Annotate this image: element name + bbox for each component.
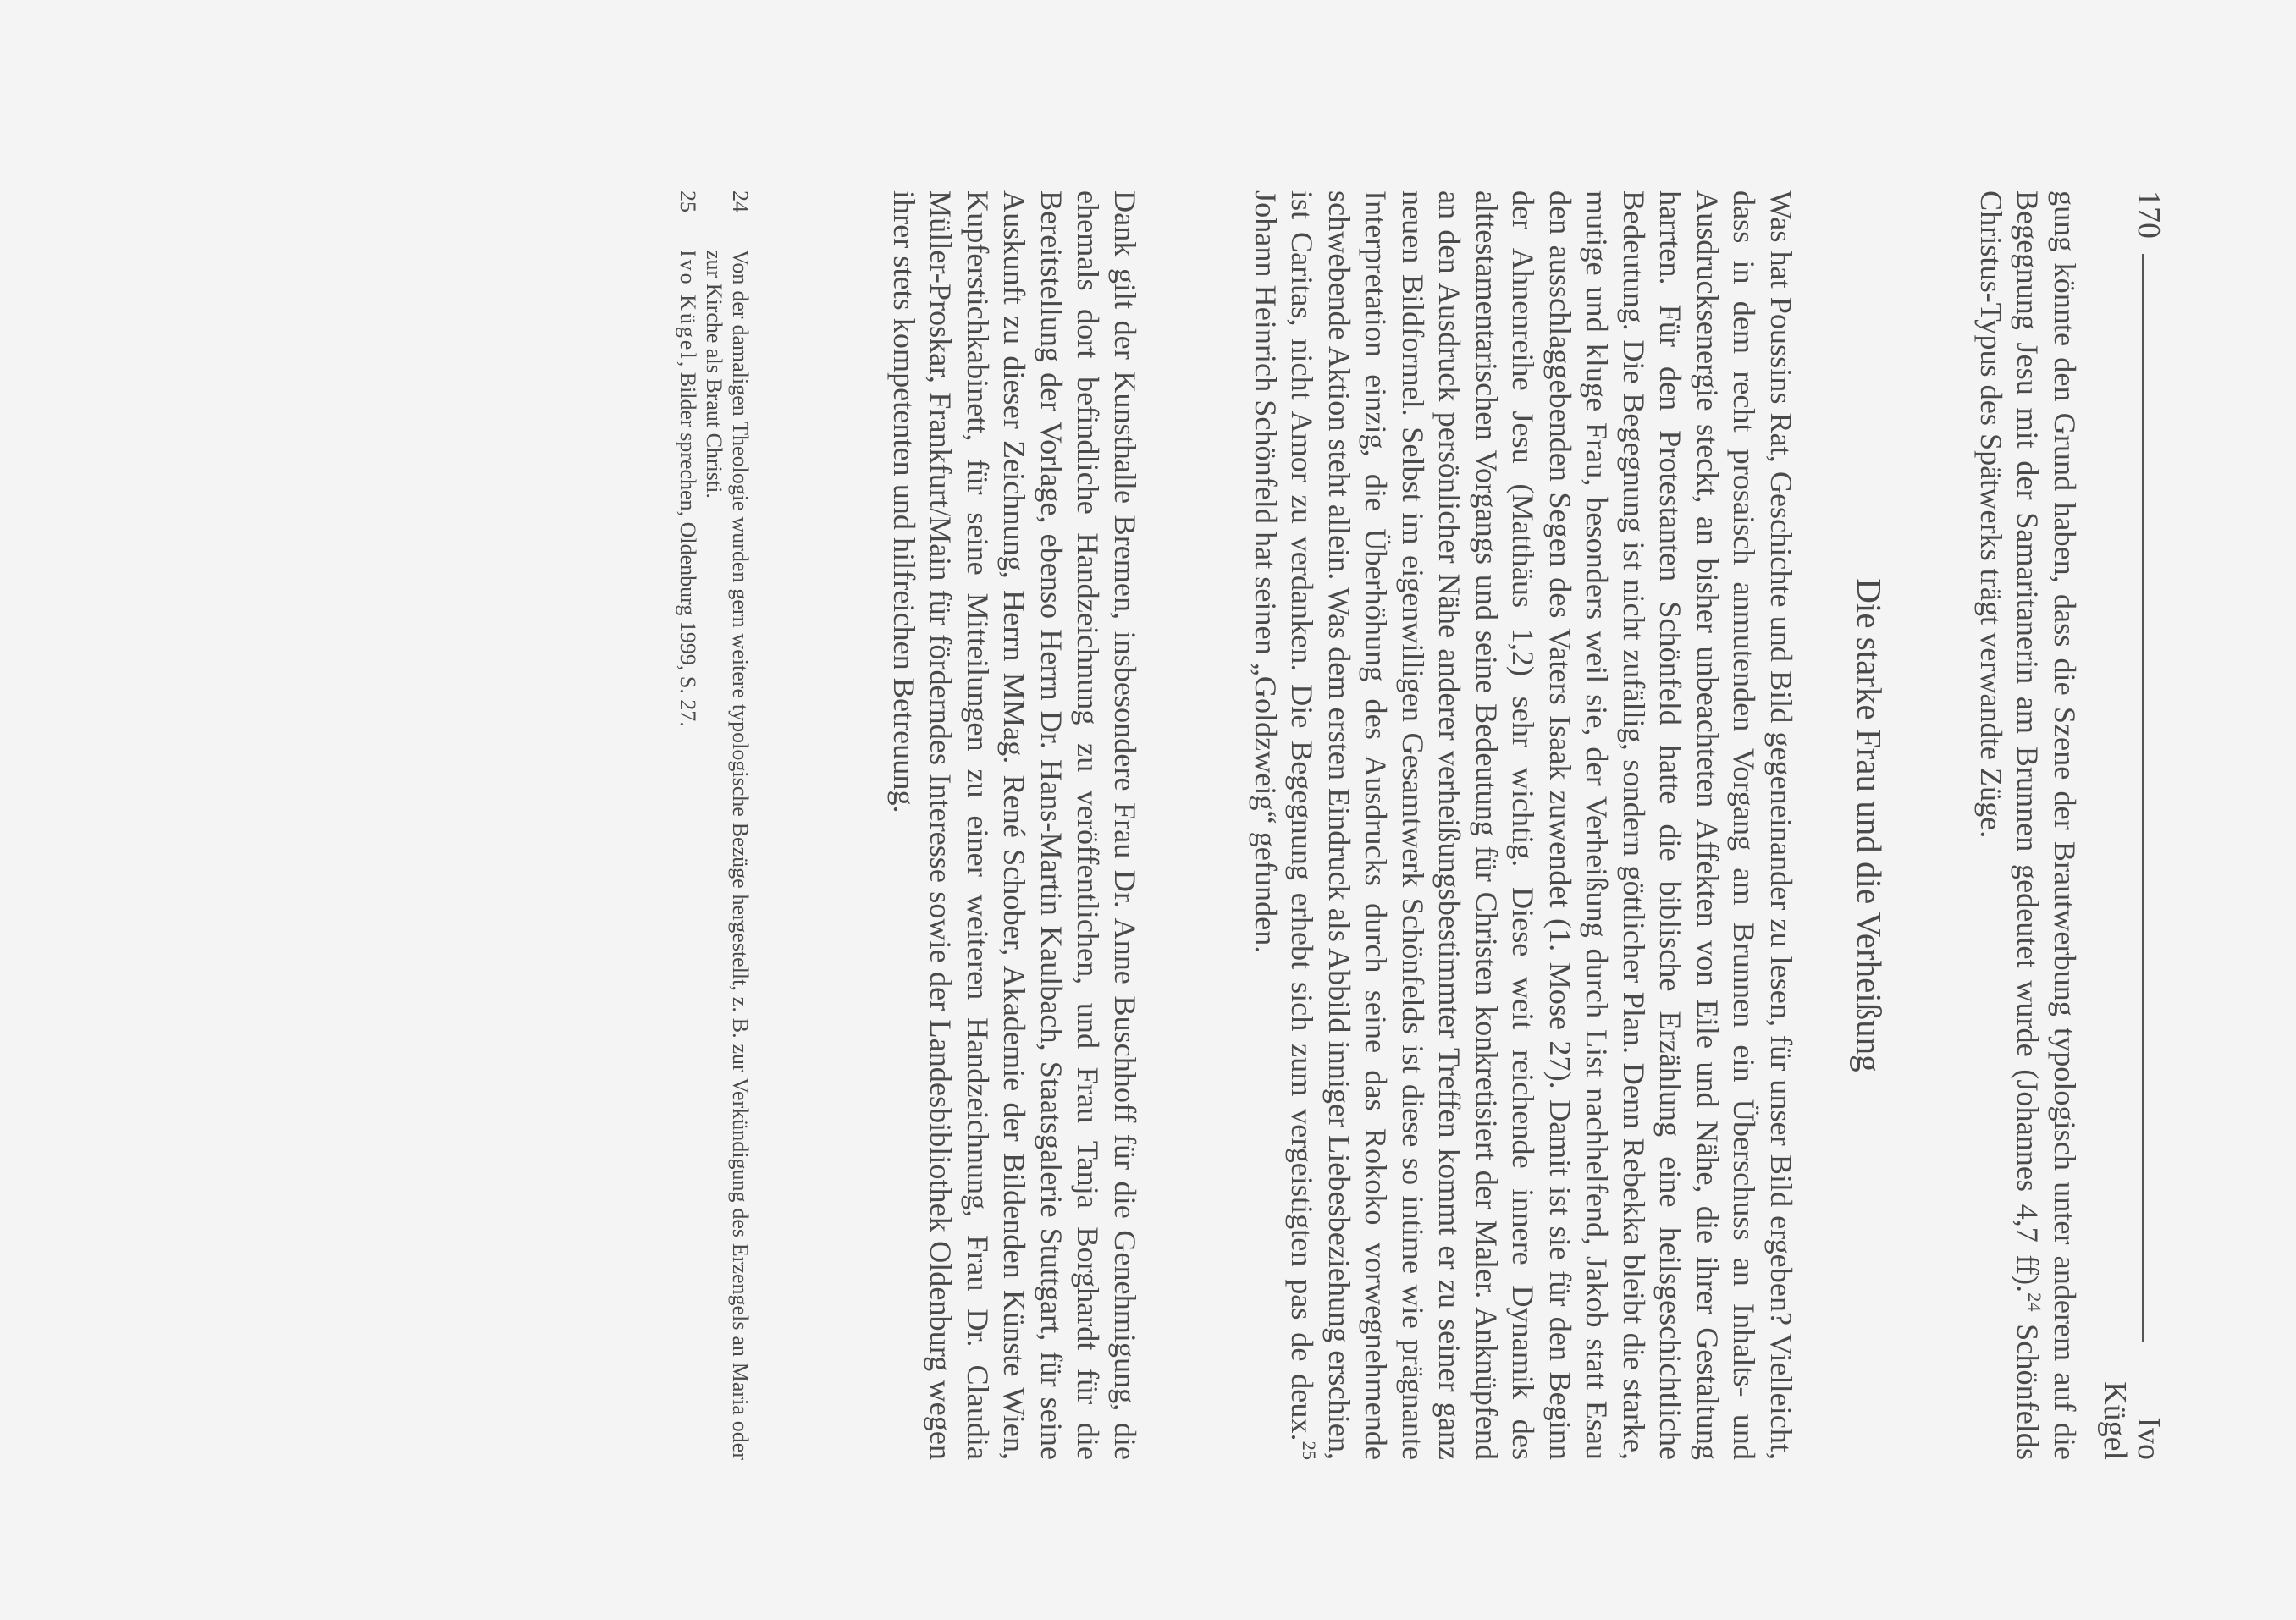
section-heading: Die starke Frau und die Verheißung [1850,578,1889,1072]
acknowledgements-paragraph: Dank gilt der Kunsthalle Bremen, insbesondere Frau Dr. Anne Buschhoff für die Genehmigung, die ehemals dort befindliche Handzeichnung zu veröffentlichen, und Frau Tanja Borghardt für die Bereitstellung der Vorlage, ebenso Herrn Dr. Hans-Martin Kaulbach, Staatsgalerie Stuttgart, für seine Auskunft zu dieser Zeichnung, Herrn MMag. René Schober, Akademie der Bildenden Künste Wien, Kupferstichkabinett, für seine Mitteilungen zu einer weiteren Handzeichnung, Frau Dr. Claudia Müller-Proskar, Frankfurt/Main für förderndes Interesse sowie der Landesbibliothek Oldenburg wegen ihrer stets kompetenten und hilfreichen Betreuung. [887,190,1142,1460]
footnote-author: Ivo Kügel [676,250,700,361]
page-number: 170 [2131,190,2166,239]
paragraph-text: Schönfelds Christus-Typus des Spätwerks trägt verwandte Züge. [1974,190,2045,1460]
paragraph-main [1247,190,1800,1460]
footnote [675,190,701,1460]
paragraph-text: gung könnte den Grund haben, dass die Szene der Brautwerbung typologisch unter anderem auf die Begegnung Jesu mit der Samaritanerin am Brunnen gedeutet wurde (Johannes 4,7 ff). [2011,190,2082,1460]
footnote-number: 24 [728,190,753,212]
running-header-author: Ivo Kügel [2097,1381,2166,1460]
paragraph-text: Johann Heinrich Schönfeld hat seinen „Goldzweig“ gefunden. [1249,190,1283,954]
footnote [701,190,753,1460]
paragraph-continuation [1973,190,2084,1460]
running-header [2097,190,2167,1460]
page [135,190,2167,1620]
footnotes [675,190,753,1460]
footnote-text: , Bilder sprechen, Oldenburg 1999, S. 27. [676,361,700,727]
footnote-reference: 24 [2024,1292,2046,1312]
footnote-text: Von der damaligen Theologie wurden gern weitere typologische Bezüge hergestellt, z. B. zur Verkündigung des Erzengels an Maria oder zur Kirche als Braut Christi. [702,250,753,1460]
footnote-reference: 25 [1299,1441,1321,1460]
paragraph-text: Was hat Poussins Rat, Geschichte und Bild gegeneinander zu lesen, für unser Bild ergeben? Vielleicht, dass in dem recht prosaisch anmutenden Vorgang am Brunnen ein Überschuss an Inhalts- und Ausdrucksenergie steckt, an bisher unbeachteten Affekten von Eile und Nähe, die ihrer Gestaltung harrten. Für den Protestanten Schönfeld hatte die biblische Erzählung eine heilsgeschichtliche Bedeutung. Die Begegnung ist nicht zufällig, sondern göttlicher Plan. Denn Rebekka bleibt die starke, mutige und kluge Frau, besonders weil sie, der Verheißung durch List nachhelfend, Jakob statt Esau den ausschlaggebenden Segen des Vaters Isaak zuwendet (1. Mose 27). Damit ist sie für den Beginn der Ahnenreihe Jesu (Matthäus 1,2) sehr wichtig. Diese weit reichende innere Dynamik des alttestamentarischen Vorgangs und seine Bedeutung für Christen konkretisiert der Maler. Anknüpfend an den Ausdruck persönlicher Nähe anderer verheißungsbestimmter Treffen kommt er zu seiner ganz neuen Bildformel. Selbst im eigenwilligen Gesamtwerk Schönfelds ist diese so intime wie prägnante Interpretation einzig, die Überhöhung des Ausdrucks durch seine das Rokoko vorwegnehmende schwebende Aktion steht allein. Was dem ersten Eindruck als Abbild inniger Liebesbeziehung erschien, ist Caritas, nicht Amor zu verdanken. Die Begegnung erhebt sich zum vergeistigten pas de deux. [1285,190,1798,1460]
footnote-number: 25 [676,190,700,212]
header-rule [2142,254,2144,1342]
